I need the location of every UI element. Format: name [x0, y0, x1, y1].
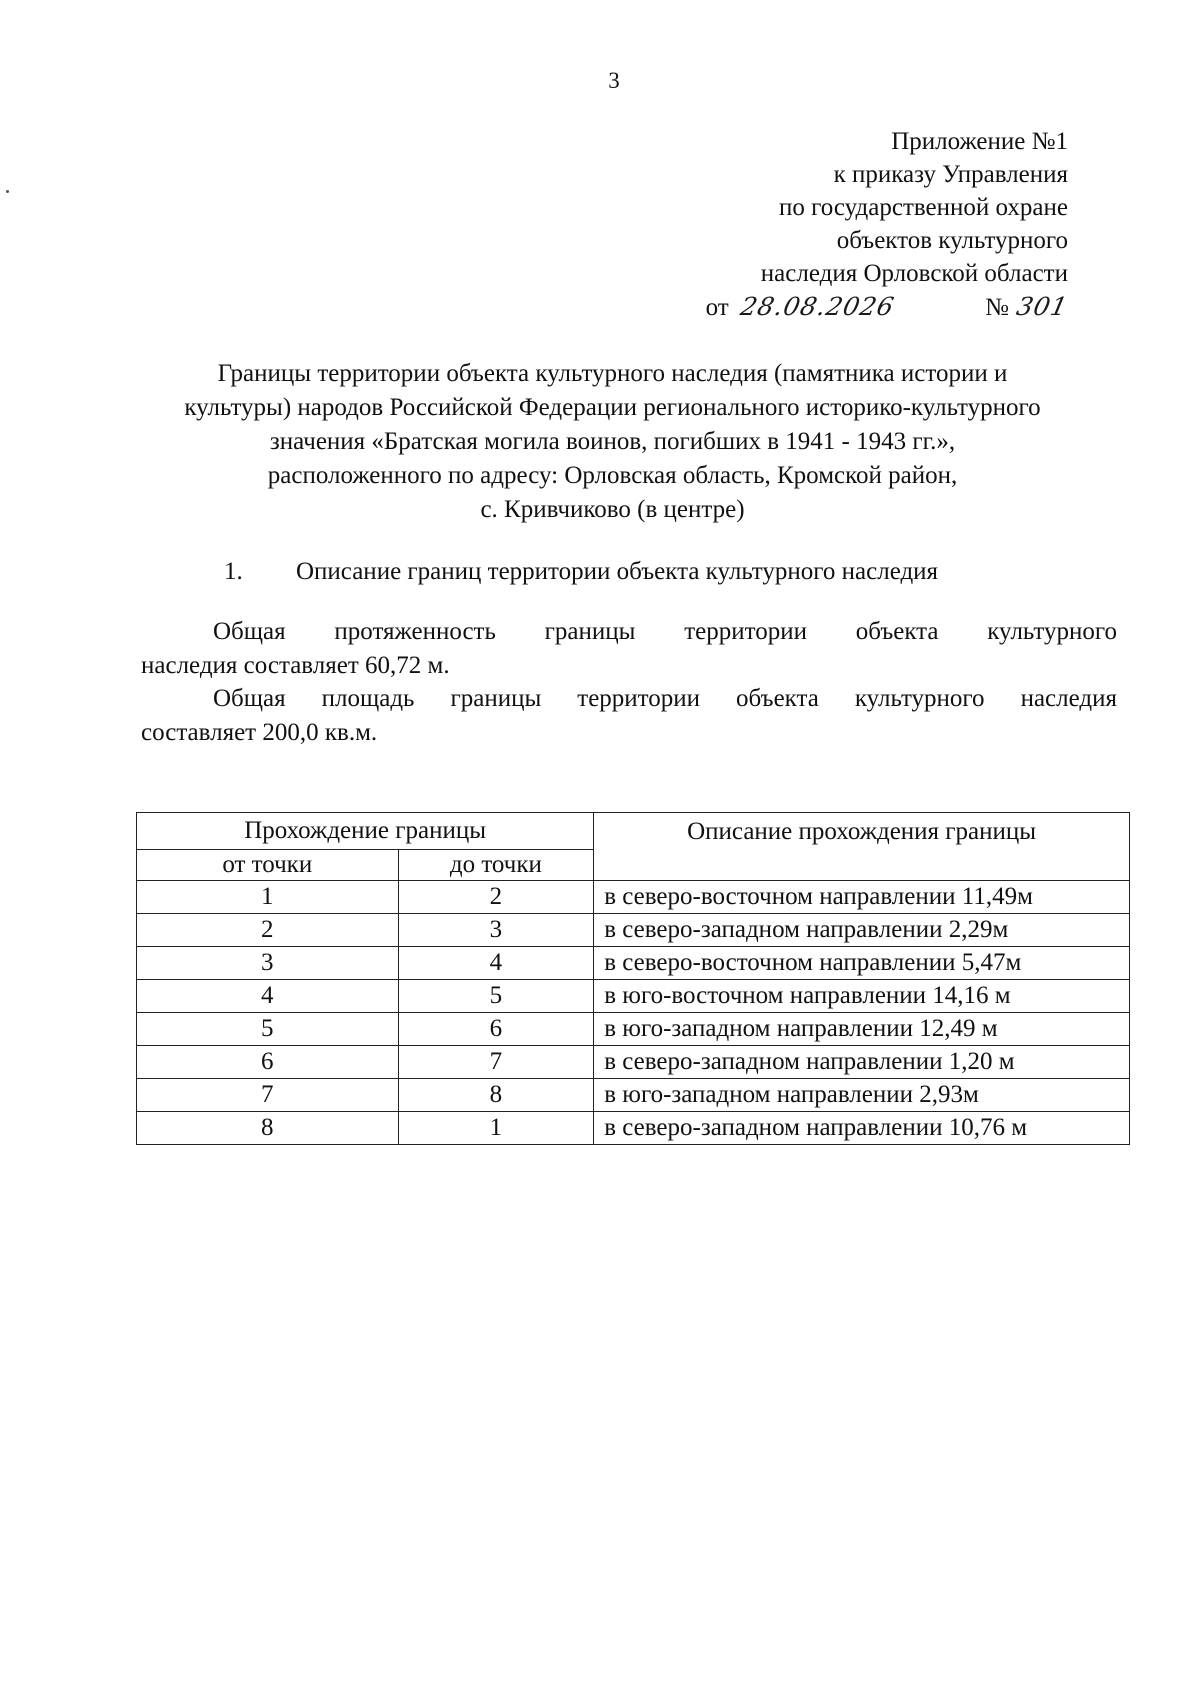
header-from-point: от точки — [137, 850, 399, 881]
title-line: Границы территории объекта культурного наследия (памятника истории и — [217, 360, 1008, 387]
cell-to: 2 — [398, 881, 594, 914]
appendix-block — [705, 125, 1072, 324]
section-number: 1. — [224, 558, 243, 585]
cell-description: в северо-восточном направлении 11,49м — [594, 881, 1130, 914]
appendix-line: по государственной охране — [778, 194, 1068, 221]
cell-description: в северо-западном направлении 1,20 м — [594, 1046, 1130, 1079]
title-line: расположенного по адресу: Орловская область, Кромской район, — [267, 462, 958, 489]
cell-from: 1 — [137, 881, 399, 914]
table-row — [137, 1112, 1130, 1145]
cell-description: в юго-восточном направлении 14,16 м — [594, 980, 1130, 1013]
table-row — [137, 914, 1130, 947]
cell-to: 1 — [398, 1112, 594, 1145]
date-label: от — [705, 294, 729, 321]
cell-from: 2 — [137, 914, 399, 947]
cell-to: 7 — [398, 1046, 594, 1079]
cell-to: 4 — [398, 947, 594, 980]
paragraph-rest: наследия составляет 60,72 м. — [141, 652, 450, 679]
appendix-line: объектов культурного — [836, 227, 1068, 254]
table-row — [137, 1046, 1130, 1079]
cell-from: 7 — [137, 1079, 399, 1112]
page-number: 3 — [608, 68, 620, 93]
section-heading — [224, 558, 938, 586]
title-line: значения «Братская могила воинов, погибших в 1941 - 1943 гг.», — [269, 428, 956, 455]
paragraph-first-line: Общая площадь границы территории объекта культурного наследия — [213, 685, 1117, 712]
paragraph-area — [141, 682, 1117, 750]
cell-description: в северо-западном направлении 2,29м — [594, 914, 1130, 947]
paragraph-first-line: Общая протяженность границы территории объекта культурного — [213, 618, 1117, 645]
boundary-table — [136, 812, 1130, 1145]
cell-to: 6 — [398, 1013, 594, 1046]
cell-from: 5 — [137, 1013, 399, 1046]
cell-to: 3 — [398, 914, 594, 947]
cell-to: 5 — [398, 980, 594, 1013]
title-line: культуры) народов Российской Федерации регионального историко-культурного — [184, 394, 1041, 421]
cell-from: 8 — [137, 1112, 399, 1145]
paragraph-length — [141, 615, 1117, 683]
paragraph-rest: составляет 200,0 кв.м. — [141, 719, 378, 746]
section-title: Описание границ территории объекта культурного наследия — [296, 558, 939, 585]
cell-description: в северо-западном направлении 10,76 м — [594, 1112, 1130, 1145]
header-description: Описание прохождения границы — [594, 813, 1130, 881]
title-line: с. Кривчиково (в центре) — [480, 496, 745, 523]
cell-description: в юго-западном направлении 2,93м — [594, 1079, 1130, 1112]
table-row — [137, 980, 1130, 1013]
cell-to: 8 — [398, 1079, 594, 1112]
number-label: № — [985, 294, 1010, 321]
cell-from: 3 — [137, 947, 399, 980]
scan-speck — [6, 190, 9, 193]
table-row — [137, 947, 1130, 980]
handwritten-date: 28.08.2026 — [737, 292, 898, 321]
table-header-row — [137, 813, 1130, 850]
cell-from: 4 — [137, 980, 399, 1013]
table-row — [137, 1079, 1130, 1112]
document-title — [140, 357, 1085, 527]
appendix-line: к приказу Управления — [833, 161, 1068, 188]
appendix-line: наследия Орловской области — [760, 260, 1068, 287]
table-row — [137, 1013, 1130, 1046]
table-row — [137, 881, 1130, 914]
appendix-line: Приложение №1 — [891, 128, 1068, 155]
header-to-point: до точки — [398, 850, 594, 881]
cell-from: 6 — [137, 1046, 399, 1079]
header-boundary-passage: Прохождение границы — [137, 813, 594, 850]
cell-description: в юго-западном направлении 12,49 м — [594, 1013, 1130, 1046]
handwritten-number: 301 — [1014, 292, 1072, 321]
order-reference — [705, 290, 1072, 324]
cell-description: в северо-восточном направлении 5,47м — [594, 947, 1130, 980]
